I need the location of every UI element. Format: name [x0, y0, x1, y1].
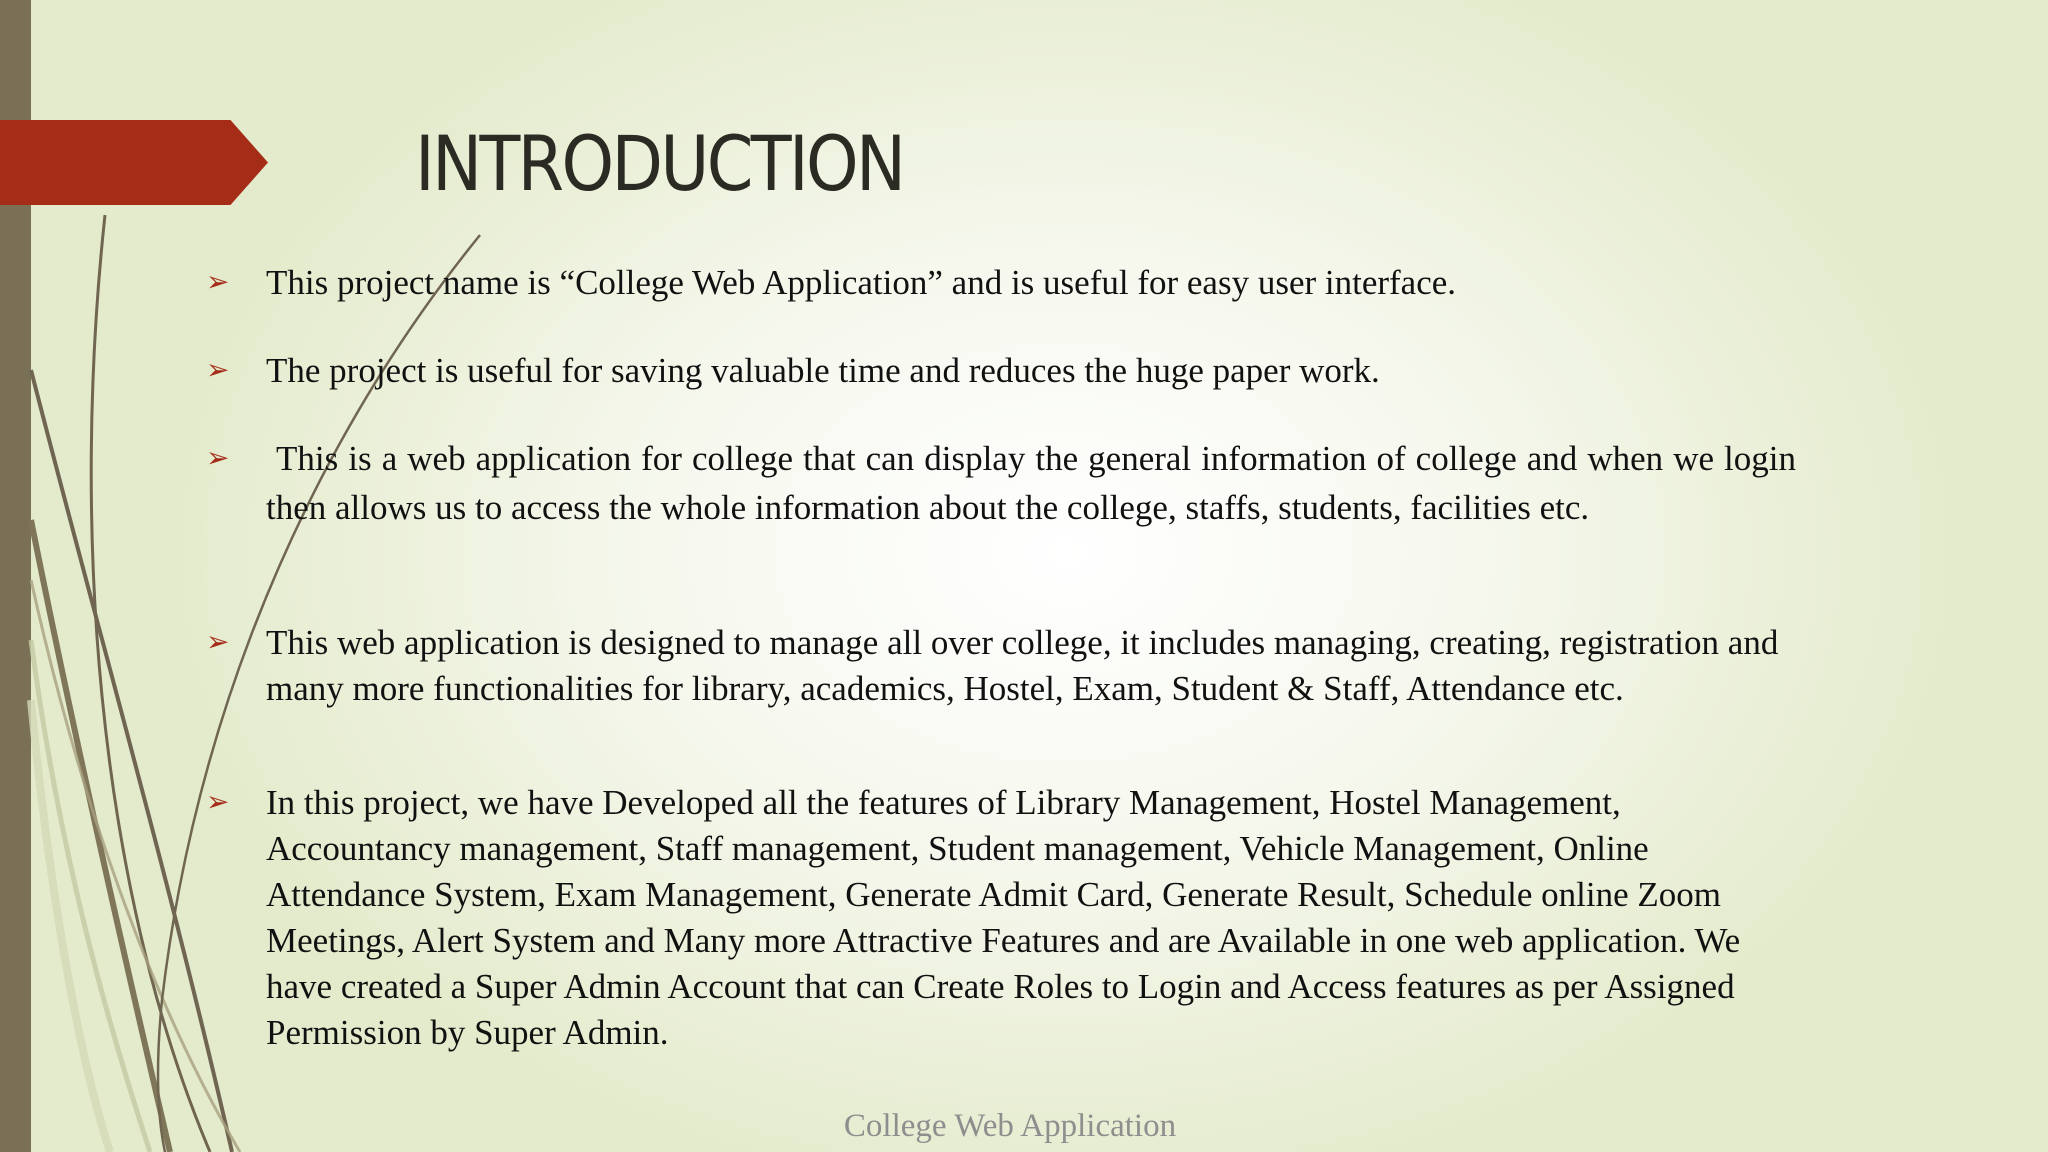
bullet-item [206, 346, 1796, 395]
arrowhead-bullet-icon: ➢ [206, 627, 230, 658]
bullet-item [206, 780, 1796, 1056]
slide-title: INTRODUCTION [415, 119, 904, 208]
bullet-text: The project is useful for saving valuable time and reduces the huge paper work. [266, 351, 1380, 390]
decorative-curve [91, 215, 210, 1152]
decorative-curve [31, 640, 150, 1152]
title-accent-arrow [0, 120, 268, 205]
decorative-curve [31, 520, 170, 1152]
decorative-curve [31, 370, 232, 1152]
slide-footer: College Web Application [843, 1108, 1177, 1144]
decorative-curve [31, 700, 110, 1152]
bullet-item [206, 620, 1796, 712]
arrowhead-bullet-icon: ➢ [206, 443, 230, 474]
bullet-text: This project name is “College Web Application” and is useful for easy user interface. [266, 263, 1457, 302]
bullet-text: This is a web application for college that can display the general information of college and when we login then allows us to access the whole information about the college, staffs, students, facilities etc. [266, 439, 1796, 527]
bullet-text: In this project, we have Developed all the features of Library Management, Hostel Management, Accountancy management, Staff management, Student management, Vehicle Management, Online Attendance System, Exam Management, Generate Admit Card, Generate Result, Schedule online Zoom Meetings, Alert System and Many more Attractive Features and are Available in one web application. We have created a Super Admin Account that can Create Roles to Login and Access features as per Assigned Permission by Super Admin. [266, 783, 1741, 1052]
bullet-item [206, 434, 1796, 532]
bullet-item [206, 258, 1796, 307]
arrowhead-bullet-icon: ➢ [206, 355, 230, 386]
arrowhead-bullet-icon: ➢ [206, 787, 230, 818]
arrowhead-bullet-icon: ➢ [206, 267, 230, 298]
bullet-text: This web application is designed to manage all over college, it includes managing, creating, registration and many more functionalities for library, academics, Hostel, Exam, Student & Staff, Attendance etc. [266, 623, 1779, 708]
